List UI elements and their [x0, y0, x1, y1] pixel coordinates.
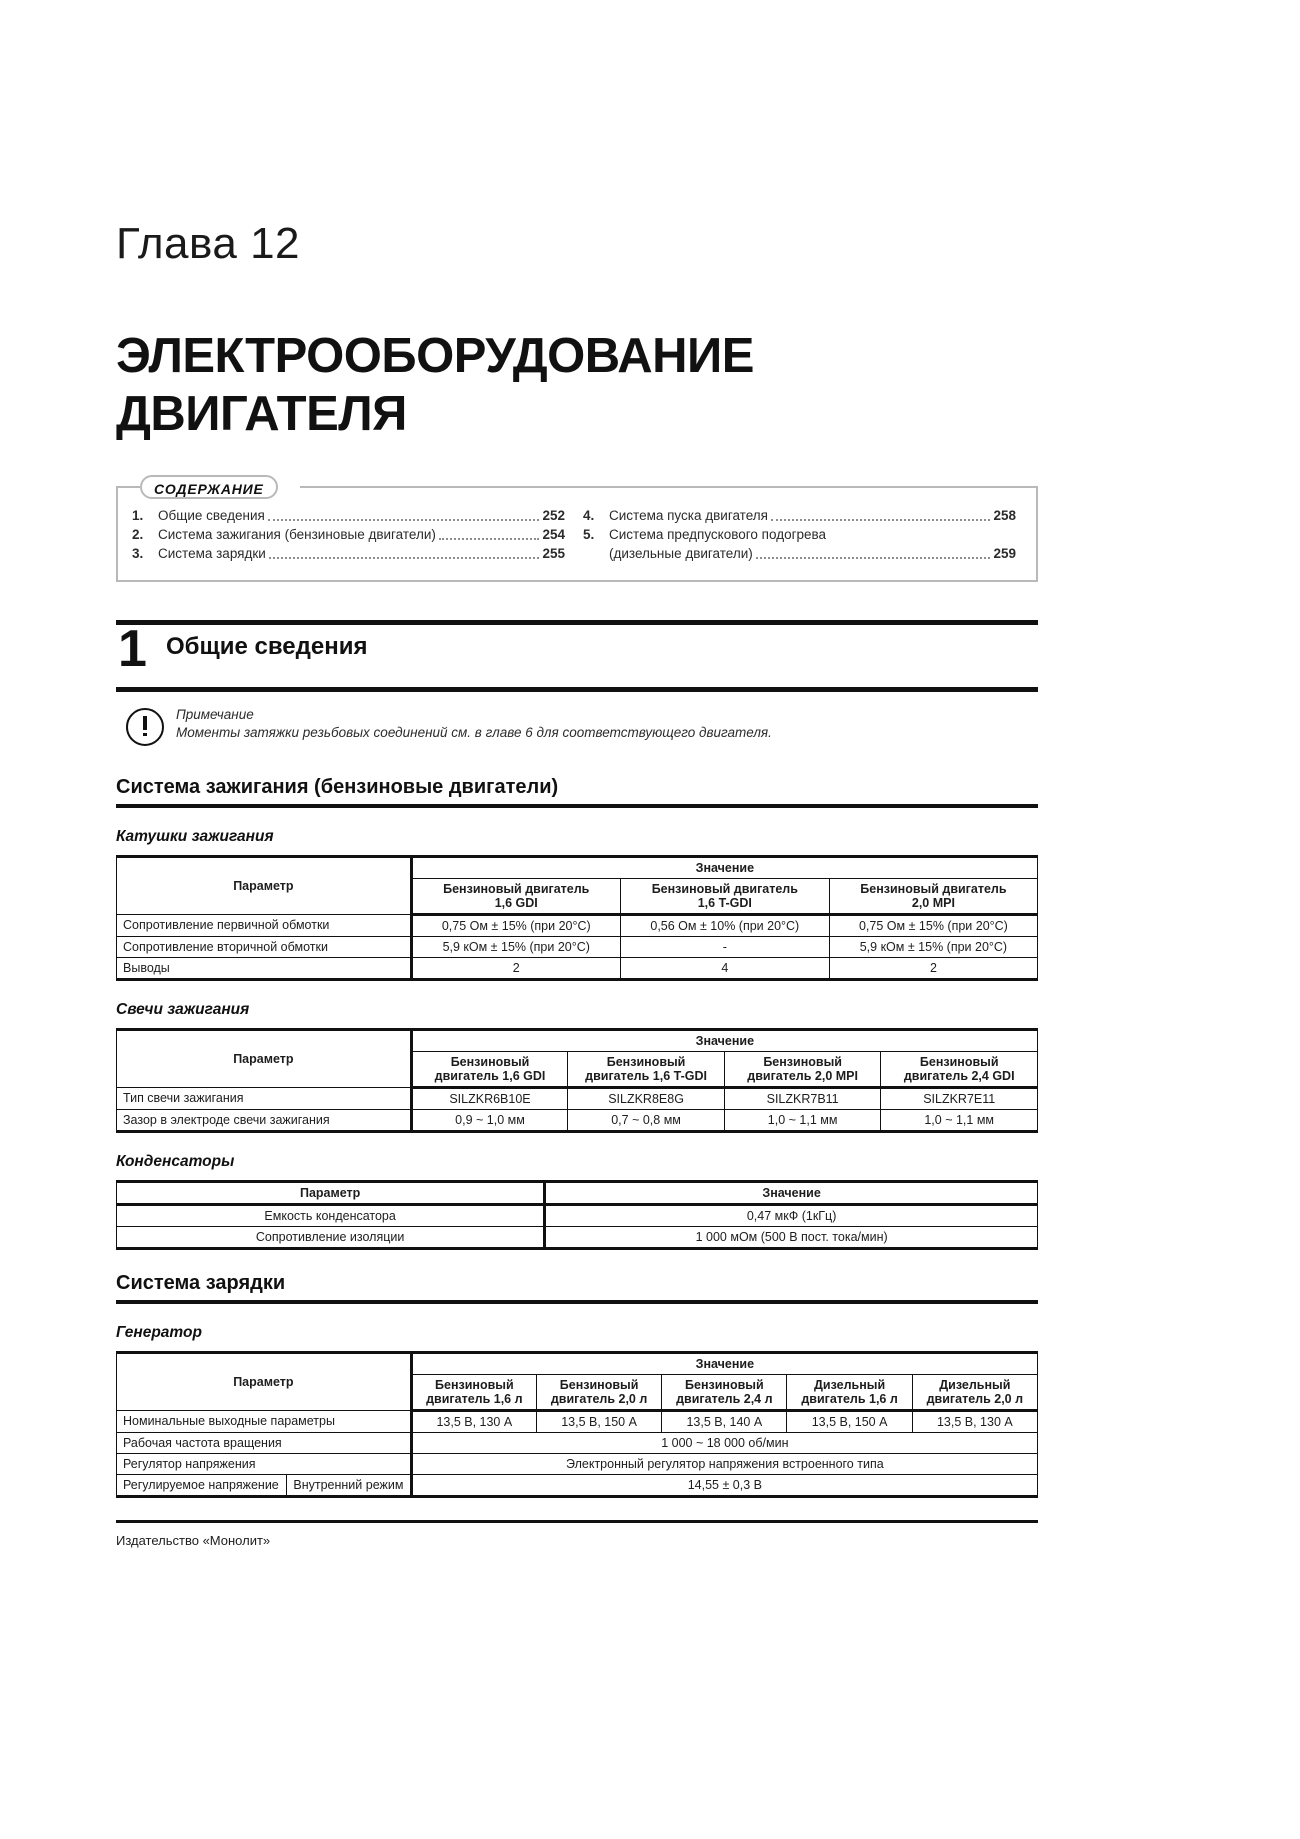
note-text: [176, 706, 772, 742]
contents-label: Общие сведения: [158, 507, 265, 523]
row-label: Регулятор напряжения: [117, 1453, 412, 1474]
contents-number: 1.: [132, 507, 144, 523]
cell-value: SILZKR6B10E: [411, 1087, 568, 1109]
cell-value: 13,5 В, 150 А: [787, 1410, 912, 1432]
table-row: [117, 1432, 1038, 1453]
contents-page: 252: [542, 507, 565, 523]
table-row: [117, 1352, 1038, 1374]
column-header-engine-4: Бензиновый двигатель 2,4 GDI: [881, 1051, 1038, 1087]
row-sublabel: Внутренний режим: [287, 1474, 411, 1496]
cell-value: SILZKR7B11: [724, 1087, 881, 1109]
cell-value: 13,5 В, 140 А: [662, 1410, 787, 1432]
contents-label: (дизельные двигатели): [609, 545, 753, 561]
chapter-title-line2: ДВИГАТЕЛЯ: [116, 386, 407, 441]
section-title: Общие сведения: [166, 632, 368, 660]
list-item[interactable]: [577, 525, 1028, 544]
table-alternator: [116, 1351, 1038, 1498]
contents-label: Система пуска двигателя: [609, 507, 768, 523]
table-row: [117, 914, 1038, 936]
column-header-value: Значение: [411, 856, 1037, 878]
row-label: Номинальные выходные параметры: [117, 1410, 412, 1432]
column-header-engine-5: Дизельный двигатель 2,0 л: [912, 1374, 1037, 1410]
column-header-engine-1: Бензиновый двигатель 1,6 GDI: [411, 878, 620, 914]
column-header-param: Параметр: [117, 856, 412, 914]
table-row: [117, 1181, 1038, 1204]
cell-value: 5,9 кОм ± 15% (при 20°C): [829, 936, 1037, 957]
cell-value: 0,7 ~ 0,8 мм: [568, 1109, 725, 1131]
contents-column-right: [577, 506, 1028, 563]
table-row: [117, 1029, 1038, 1051]
table-row: [117, 1410, 1038, 1432]
contents-leader: [771, 518, 991, 521]
chapter-title-line1: ЭЛЕКТРООБОРУДОВАНИЕ: [116, 329, 754, 383]
column-header-engine-4: Дизельный двигатель 1,6 л: [787, 1374, 912, 1410]
section-number: 1: [118, 619, 147, 678]
cell-value: -: [620, 936, 829, 957]
table-row: [117, 1087, 1038, 1109]
row-label: Выводы: [117, 957, 412, 979]
cell-value: 1,0 ~ 1,1 мм: [724, 1109, 881, 1131]
table-row: [117, 1474, 1038, 1496]
table-row: [117, 856, 1038, 878]
subheading-spark-plugs: Свечи зажигания: [116, 1000, 250, 1018]
list-item[interactable]: [577, 506, 1028, 525]
table-row: [117, 1204, 1038, 1226]
contents-page: 255: [542, 545, 565, 561]
list-item[interactable]: [126, 544, 577, 563]
contents-page: 258: [993, 507, 1016, 523]
chapter-title: [116, 328, 1038, 444]
cell-value: 1 000 мОм (500 В пост. тока/мин): [545, 1226, 1038, 1248]
table-spark-plugs: [116, 1028, 1038, 1133]
note-callout: [116, 706, 1038, 754]
table-row: [117, 957, 1038, 979]
cell-value: 5,9 кОм ± 15% (при 20°C): [411, 936, 620, 957]
page-footer: [116, 1520, 1038, 1548]
cell-value: 0,75 Ом ± 15% (при 20°C): [411, 914, 620, 936]
table-ignition-coils: [116, 855, 1038, 981]
contents-number: 3.: [132, 545, 144, 561]
table-capacitors: [116, 1180, 1038, 1250]
row-label: Рабочая частота вращения: [117, 1432, 412, 1453]
cell-value: 2: [411, 957, 620, 979]
contents-box: [116, 480, 1038, 582]
page-content: [116, 0, 1038, 1548]
contents-badge: СОДЕРЖАНИЕ: [140, 475, 278, 499]
contents-columns: [126, 488, 1028, 563]
note-body: Моменты затяжки резьбовых соединений см. в главе 6 для соответствующего двигателя.: [176, 724, 772, 740]
column-header-engine-1: Бензиновый двигатель 1,6 GDI: [411, 1051, 568, 1087]
contents-leader: [268, 518, 540, 521]
table-row: [117, 1453, 1038, 1474]
contents-number: 5.: [583, 526, 595, 542]
contents-label: Система предпускового подогрева: [609, 526, 827, 542]
row-label: Емкость конденсатора: [117, 1204, 545, 1226]
cell-value: 13,5 В, 150 А: [536, 1410, 661, 1432]
list-item[interactable]: [577, 544, 1028, 563]
column-header-engine-2: Бензиновый двигатель 2,0 л: [536, 1374, 661, 1410]
list-item[interactable]: [126, 525, 577, 544]
row-label: Регулируемое напряжение: [117, 1474, 287, 1496]
column-header-engine-3: Бензиновый двигатель 2,0 MPI: [724, 1051, 881, 1087]
chapter-label: Глава 12: [116, 219, 301, 268]
cell-value: 14,55 ± 0,3 В: [411, 1474, 1037, 1496]
table-row: [117, 1109, 1038, 1131]
exclamation-icon: [126, 708, 164, 746]
contents-page: 259: [993, 545, 1016, 561]
row-label: Сопротивление изоляции: [117, 1226, 545, 1248]
cell-value: 1,0 ~ 1,1 мм: [881, 1109, 1038, 1131]
contents-label: Система зарядки: [158, 545, 266, 561]
cell-value: 0,9 ~ 1,0 мм: [411, 1109, 568, 1131]
cell-value: SILZKR8E8G: [568, 1087, 725, 1109]
cell-value: 0,56 Ом ± 10% (при 20°C): [620, 914, 829, 936]
column-header-engine-3: Бензиновый двигатель 2,0 MPI: [829, 878, 1037, 914]
contents-leader: [756, 556, 991, 559]
table-row: [117, 936, 1038, 957]
section-header: [116, 619, 1038, 687]
contents-label: Система зажигания (бензиновые двигатели): [158, 526, 436, 542]
column-header-engine-2: Бензиновый двигатель 1,6 T-GDI: [620, 878, 829, 914]
subheading-alternator: Генератор: [116, 1323, 202, 1341]
cell-value: SILZKR7E11: [881, 1087, 1038, 1109]
cell-value: 4: [620, 957, 829, 979]
heading-charging-system: Система зарядки: [116, 1272, 1038, 1304]
column-header-engine-3: Бензиновый двигатель 2,4 л: [662, 1374, 787, 1410]
column-header-engine-2: Бензиновый двигатель 1,6 T-GDI: [568, 1051, 725, 1087]
contents-page: 254: [542, 526, 565, 542]
subheading-capacitors: Конденсаторы: [116, 1152, 235, 1170]
cell-value: 1 000 ~ 18 000 об/мин: [411, 1432, 1037, 1453]
row-label: Сопротивление вторичной обмотки: [117, 936, 412, 957]
list-item[interactable]: [126, 506, 577, 525]
cell-value: 13,5 В, 130 А: [912, 1410, 1037, 1432]
contents-column-left: [126, 506, 577, 563]
cell-value: 2: [829, 957, 1037, 979]
row-label: Тип свечи зажигания: [117, 1087, 412, 1109]
section-rule-bottom: [116, 687, 1038, 692]
column-header-param: Параметр: [117, 1352, 412, 1410]
row-label: Сопротивление первичной обмотки: [117, 914, 412, 936]
cell-value: 0,75 Ом ± 15% (при 20°C): [829, 914, 1037, 936]
cell-value: 0,47 мкФ (1кГц): [545, 1204, 1038, 1226]
table-row: [117, 1226, 1038, 1248]
heading-ignition-system: Система зажигания (бензиновые двигатели): [116, 776, 1038, 808]
contents-number: 4.: [583, 507, 595, 523]
column-header-value: Значение: [545, 1181, 1038, 1204]
contents-leader: [439, 537, 540, 540]
cell-value: Электронный регулятор напряжения встроенного типа: [411, 1453, 1037, 1474]
contents-number: 2.: [132, 526, 144, 542]
note-title: Примечание: [176, 706, 254, 722]
row-label: Зазор в электроде свечи зажигания: [117, 1109, 412, 1131]
column-header-engine-1: Бензиновый двигатель 1,6 л: [411, 1374, 536, 1410]
column-header-param: Параметр: [117, 1029, 412, 1087]
cell-value: 13,5 В, 130 А: [411, 1410, 536, 1432]
contents-leader: [269, 556, 540, 559]
publisher-label: Издательство «Монолит»: [116, 1532, 271, 1548]
column-header-value: Значение: [411, 1029, 1037, 1051]
subheading-ignition-coils: Катушки зажигания: [116, 827, 274, 845]
column-header-value: Значение: [411, 1352, 1037, 1374]
column-header-param: Параметр: [117, 1181, 545, 1204]
